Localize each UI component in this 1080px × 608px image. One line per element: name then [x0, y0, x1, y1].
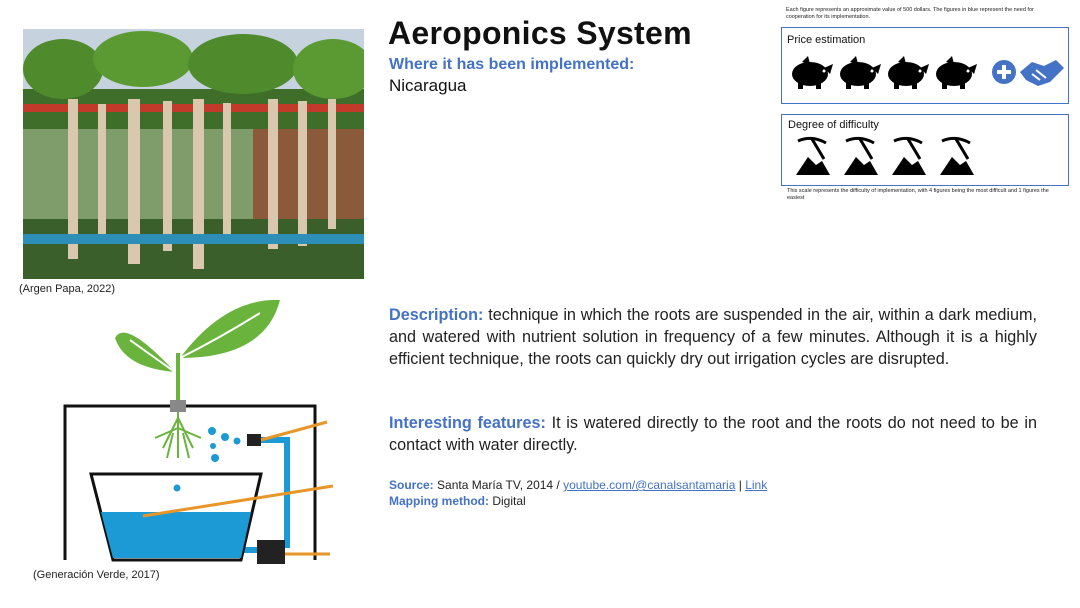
piggy-bank-icon — [936, 56, 977, 89]
photo-caption: (Argen Papa, 2022) — [19, 283, 116, 295]
features-paragraph — [389, 412, 1037, 456]
price-note: Each figure represents an approximate value of 500 dollars. The figures in blue represent the need for cooperation for its implementation. — [786, 7, 1034, 20]
difficulty-label: Degree of difficulty — [788, 119, 879, 131]
implemented-label: Where it has been implemented: — [389, 56, 635, 73]
description-label: Description: — [389, 306, 484, 324]
page-title: Aeroponics System — [388, 15, 692, 51]
pickaxe-icon — [796, 138, 830, 175]
piggy-bank-icon — [792, 56, 833, 89]
handshake-icon — [1020, 60, 1064, 86]
diagram-caption: (Generación Verde, 2017) — [33, 569, 160, 581]
price-estimation-panel — [781, 27, 1069, 104]
features-label: Interesting features: — [389, 414, 546, 432]
piggy-bank-icon — [840, 56, 881, 89]
difficulty-note: This scale represents the difficulty of implementation, with 4 figures being the most difficult and 1 figures the easiest — [787, 188, 1049, 201]
implemented-location: Nicaragua — [389, 76, 467, 95]
aeroponics-photo — [23, 29, 364, 279]
source-line — [389, 477, 767, 493]
mapping-line — [389, 493, 526, 509]
plus-icon — [992, 60, 1016, 84]
description-text: technique in which the roots are suspended in the air, within a dark medium, and watered with nutrient solution in frequency of a few minutes. Although it is a highly efficient technique, the roots can quickly dry out irrigation cycles are disrupted. — [389, 306, 1037, 368]
description-paragraph — [389, 304, 1037, 370]
source-separator: | — [735, 478, 746, 492]
pickaxe-icon — [892, 138, 926, 175]
youtube-channel-link[interactable]: youtube.com/@canalsantamaria — [563, 478, 736, 492]
source-link[interactable]: Link — [745, 478, 768, 492]
pickaxe-icon — [940, 138, 974, 175]
pickaxe-icon — [844, 138, 878, 175]
difficulty-panel — [781, 114, 1069, 186]
features-text: It is watered directly to the root and the roots do not need to be in contact with water directly. — [389, 414, 1037, 454]
source-text: Santa María TV, 2014 / — [433, 478, 564, 492]
piggy-bank-icon — [888, 56, 929, 89]
price-label: Price estimation — [787, 34, 866, 46]
mapping-label: Mapping method: — [389, 494, 489, 508]
source-label: Source: — [389, 478, 434, 492]
mapping-value: Digital — [488, 494, 526, 508]
aeroponics-diagram — [55, 298, 345, 570]
